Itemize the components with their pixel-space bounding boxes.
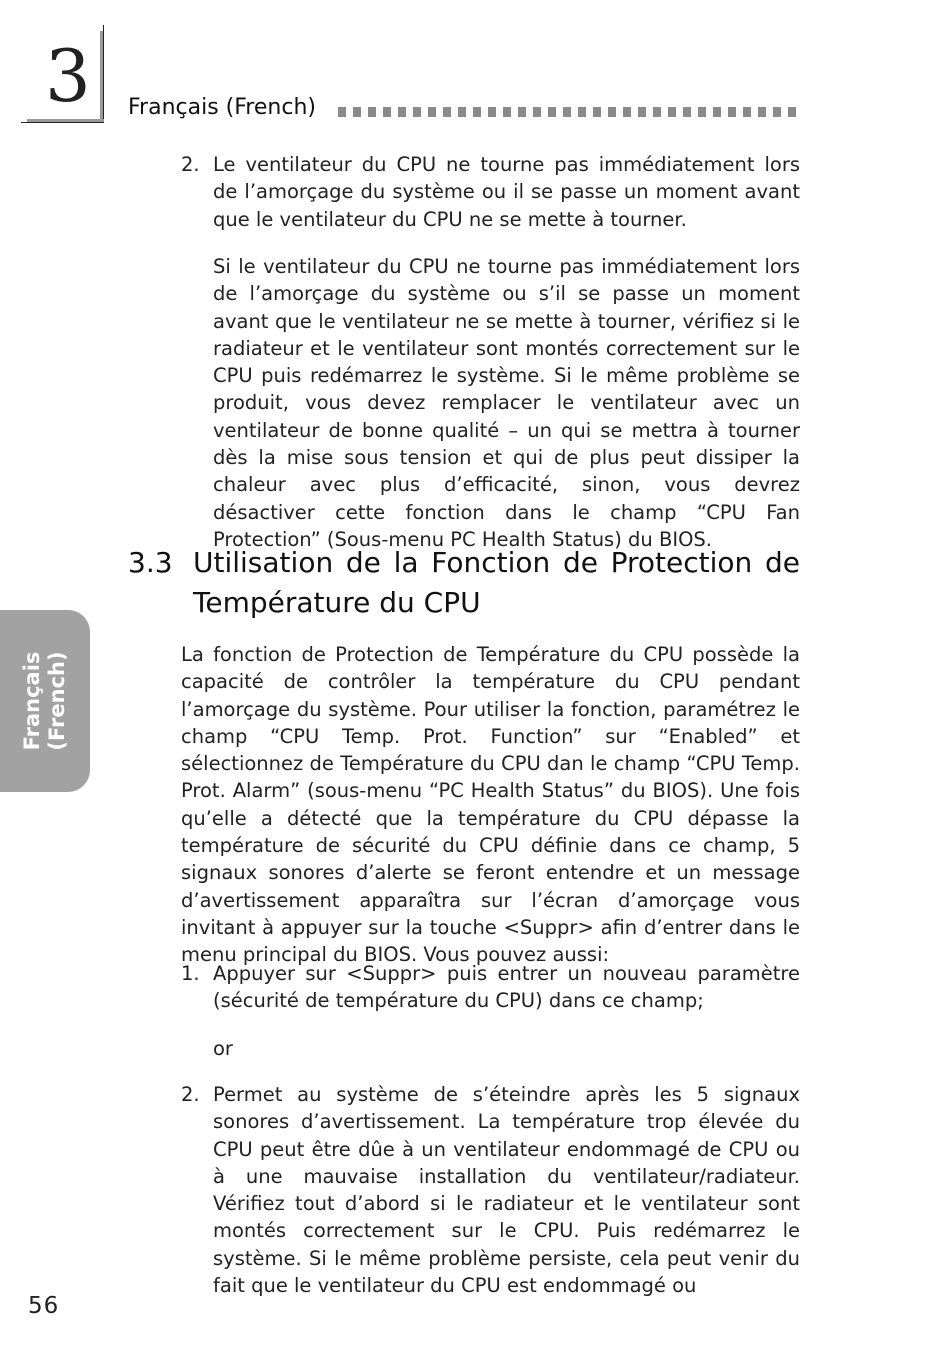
list-item-number: 1. [181,962,200,985]
page-number: 56 [28,1293,60,1319]
section-heading: Utilisation de la Fonction de Protection de Température du CPU [193,546,800,619]
side-tab-label: Français (French) [20,651,69,751]
list-item-followup: Si le ventilateur du CPU ne tourne pas immédiatement lors de l’amorçage du système ou s’il se passe un moment avant que le ventilateur ne se mette à tourner, vérifiez si le radiateur et le ventilateur sont montés correctement sur le CPU puis redémarrez le système. Si le même problème se produit, vous devez remplacer le ventilateur avec un ventilateur de bonne qualité – un qui se mettra à tourner dès la mise sous tension et qui de plus peut dissiper la chaleur avec plus d’efficacité, sinon, vous devrez désactiver cette fonction dans le champ “CPU Fan Protection” (Sous-menu PC Health Status) du BIOS. [213,255,800,551]
list-item-number: 2. [181,1083,200,1106]
header-dotted-rule [338,107,800,117]
or-separator: or [213,1037,233,1060]
section-intro-paragraph: La fonction de Protection de Température du CPU possède la capacité de contrôler la température du CPU pendant l’amorçage du système. Pour utiliser la fonction, paramétrez le champ “CPU Temp. Prot. Function” sur “Enabled” et sélectionnez de Température du CPU dan le champ “CPU Temp. Prot. Alarm” (sous-menu “PC Health Status” du BIOS). Une fois qu’elle a détecté que la température du CPU dépasse la température de sécurité du CPU définie dans ce champ, 5 signaux sonores d’alerte se feront entendre et un message d’avertissement apparaîtra sur l’écran d’amorçage vous invitant à appuyer sur la touche <Suppr> afin d’entrer dans le menu principal du BIOS. Vous pouvez aussi: [181,643,800,967]
running-header-title: Français (French) [128,95,316,120]
list-item-text: Le ventilateur du CPU ne tourne pas immédiatement lors de l’amorçage du système ou il se passe un moment avant que le ventilateur du CPU ne se mette à tourner. [213,153,800,231]
chapter-number: 3 [45,34,91,118]
section-number: 3.3 [128,546,173,579]
list-item-text: Appuyer sur <Suppr> puis entrer un nouveau paramètre (sécurité de température du CPU) dans ce champ; [213,962,800,1013]
list-item-number: 2. [181,153,200,176]
list-item-text: Permet au système de s’éteindre après les 5 signaux sonores d’avertissement. La température trop élevée du CPU peut être dûe à un ventilateur endommagé de CPU ou à une mauvaise installation du ventilateur/radiateur. Vérifiez tout d’abord si le radiateur et le ventilateur sont montés correctement sur le CPU. Puis redémarrez le système. Si le même problème persiste, cela peut venir du fait que le ventilateur du CPU est endommagé ou [213,1083,800,1298]
